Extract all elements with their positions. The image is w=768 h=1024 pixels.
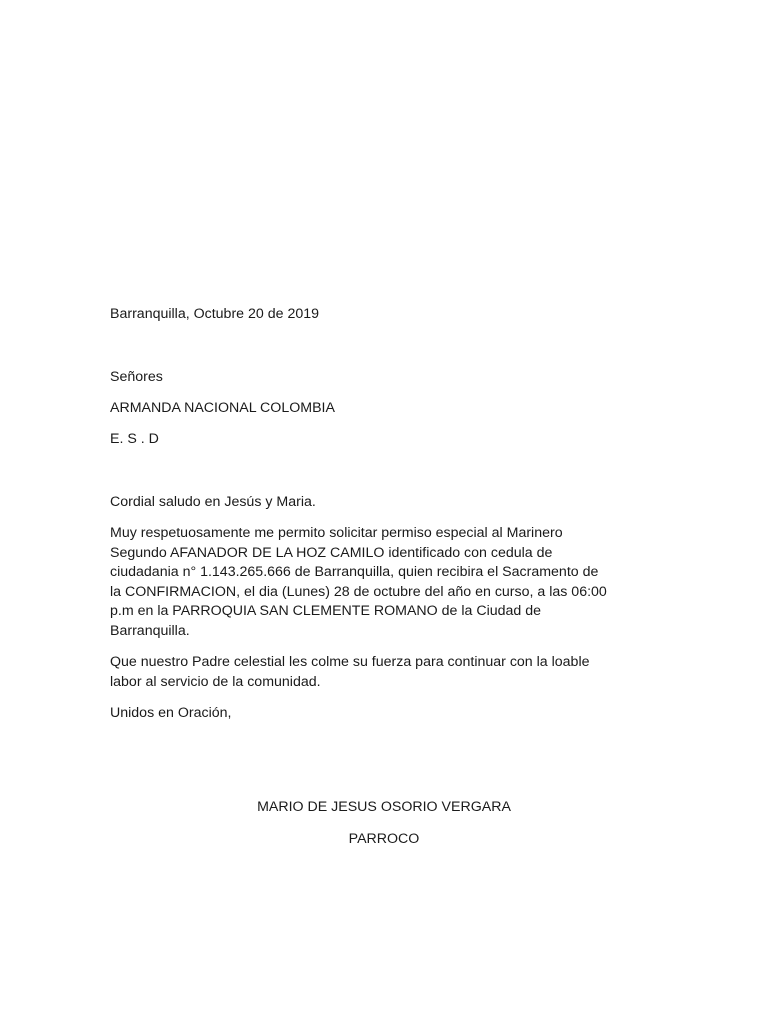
body-paragraph-1-line: la CONFIRMACION, el dia (Lunes) 28 de octubre del año en curso, a las 06:00 xyxy=(110,583,607,600)
body-paragraph-2-line: labor al servicio de la comunidad. xyxy=(110,673,321,690)
letter-date: Barranquilla, Octubre 20 de 2019 xyxy=(110,306,320,322)
recipient-organization: ARMANDA NACIONAL COLOMBIA xyxy=(110,400,335,416)
recipient-esd: E. S . D xyxy=(110,431,159,447)
body-paragraph-1-line: ciudadania n° 1.143.265.666 de Barranquilla, quien recibira el Sacramento de xyxy=(110,564,599,581)
body-paragraph-1-line: Muy respetuosamente me permito solicitar permiso especial al Marinero xyxy=(110,525,563,541)
body-paragraph-2-line: Que nuestro Padre celestial les colme su fuerza para continuar con la loable xyxy=(110,654,590,670)
signature-title: PARROCO xyxy=(348,831,420,847)
body-paragraph-1-line: p.m en la PARROQUIA SAN CLEMENTE ROMANO de la Ciudad de xyxy=(110,603,542,620)
body-paragraph-1-line: Segundo AFANADOR DE LA HOZ CAMILO identificado con cedula de xyxy=(110,544,553,561)
body-paragraph-2 xyxy=(110,653,640,692)
body-paragraph-1-line: Barranquilla. xyxy=(110,622,190,639)
greeting: Cordial saludo en Jesús y Maria. xyxy=(110,494,316,510)
closing: Unidos en Oración, xyxy=(110,705,232,721)
body-paragraph-1 xyxy=(110,524,640,642)
recipient-salutation: Señores xyxy=(110,369,163,385)
signature-name: MARIO DE JESUS OSORIO VERGARA xyxy=(257,799,511,815)
